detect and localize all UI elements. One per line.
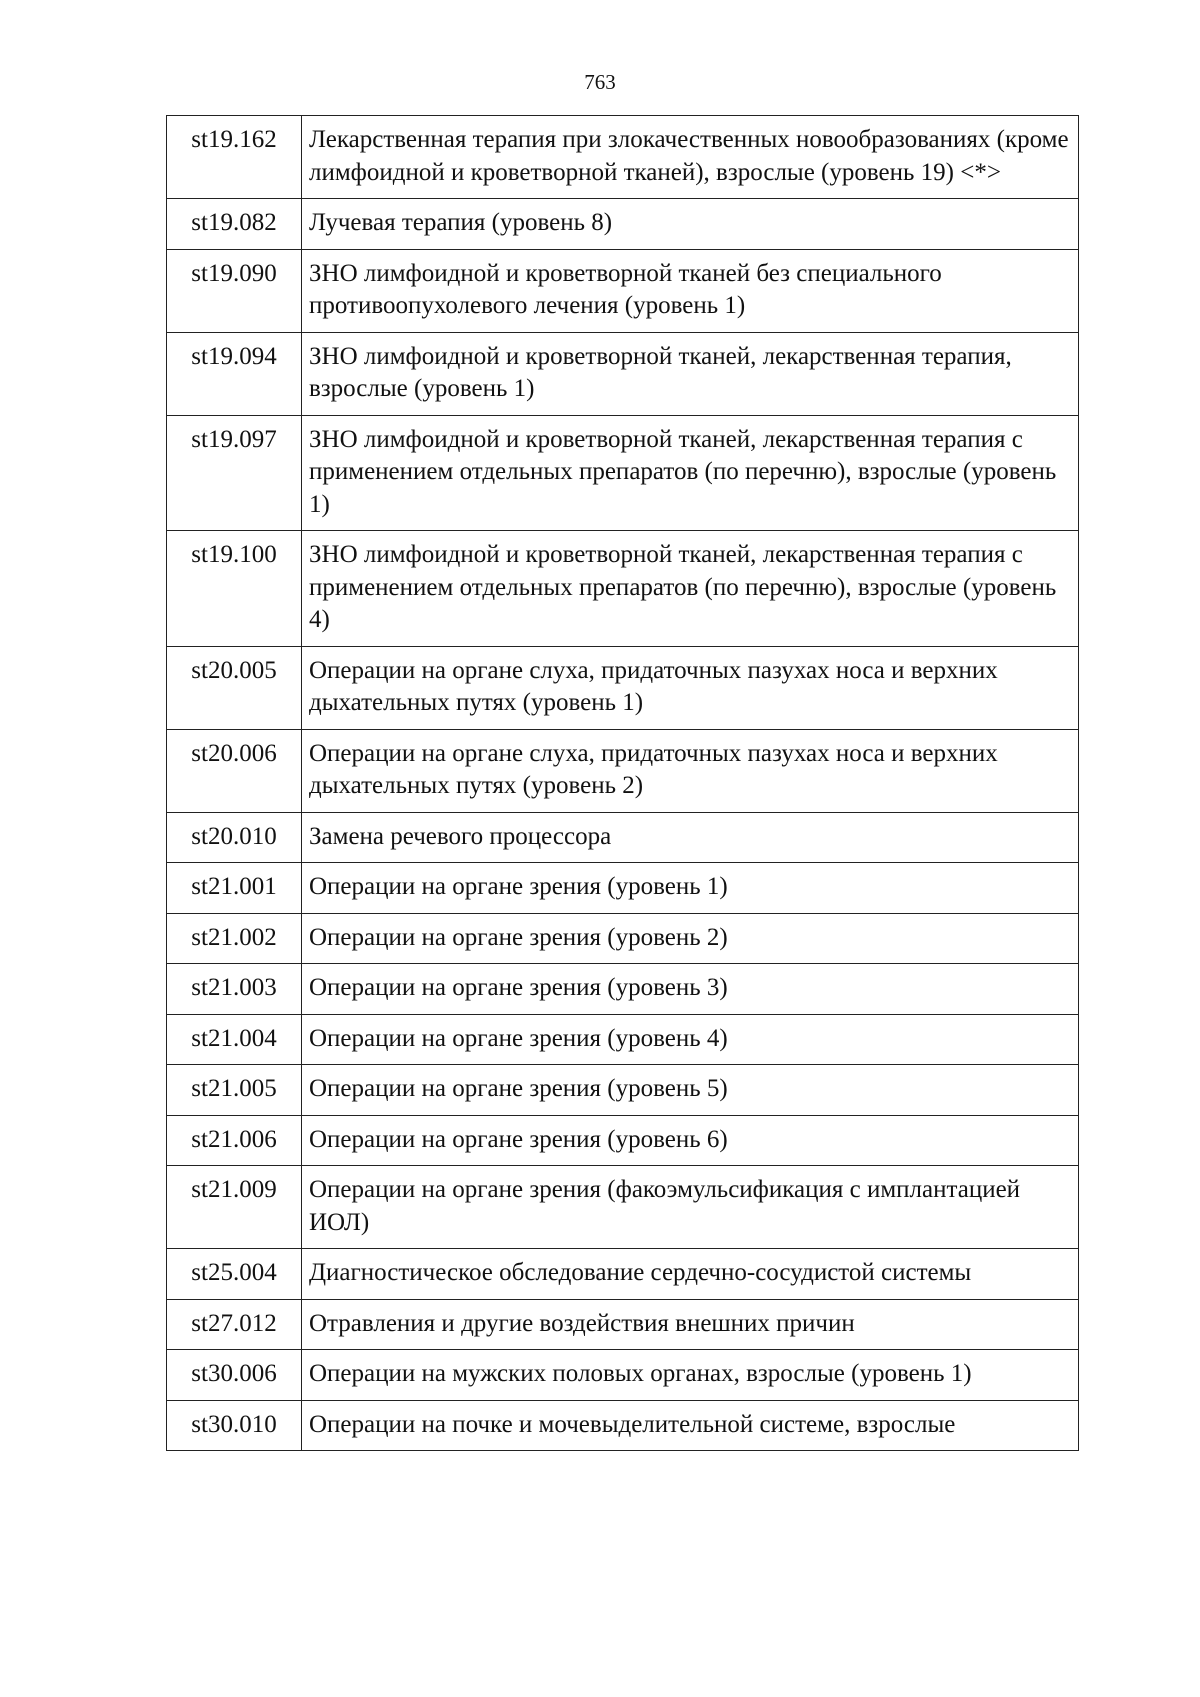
row-description: Операции на органе слуха, придаточных пазухах носа и верхних дыхательных путях (уровень 2) (302, 729, 1079, 812)
table-row (167, 415, 1079, 531)
table-row (167, 1115, 1079, 1166)
row-description: Операции на мужских половых органах, взрослые (уровень 1) (302, 1350, 1079, 1401)
row-code: st21.002 (167, 913, 302, 964)
table-row (167, 729, 1079, 812)
table-row (167, 1299, 1079, 1350)
table-row (167, 249, 1079, 332)
row-code: st30.010 (167, 1400, 302, 1451)
table-row (167, 199, 1079, 250)
row-description: Операции на органе зрения (уровень 3) (302, 964, 1079, 1015)
row-code: st27.012 (167, 1299, 302, 1350)
row-code: st25.004 (167, 1249, 302, 1300)
row-description: ЗНО лимфоидной и кроветворной тканей без специального противоопухолевого лечения (уровень 1) (302, 249, 1079, 332)
row-description: Диагностическое обследование сердечно-сосудистой системы (302, 1249, 1079, 1300)
row-description: Операции на органе зрения (уровень 6) (302, 1115, 1079, 1166)
row-description: Операции на органе зрения (факоэмульсификация с имплантацией ИОЛ) (302, 1166, 1079, 1249)
table-row (167, 531, 1079, 647)
row-code: st19.094 (167, 332, 302, 415)
row-description: Операции на органе зрения (уровень 4) (302, 1014, 1079, 1065)
table-row (167, 1166, 1079, 1249)
row-description: Отравления и другие воздействия внешних причин (302, 1299, 1079, 1350)
table-row (167, 116, 1079, 199)
row-description: ЗНО лимфоидной и кроветворной тканей, лекарственная терапия, взрослые (уровень 1) (302, 332, 1079, 415)
page-number: 763 (584, 70, 616, 94)
row-code: st21.005 (167, 1065, 302, 1116)
table-row (167, 1014, 1079, 1065)
row-code: st19.097 (167, 415, 302, 531)
row-description: Операции на органе зрения (уровень 2) (302, 913, 1079, 964)
row-code: st19.100 (167, 531, 302, 647)
table-row (167, 1350, 1079, 1401)
row-code: st21.004 (167, 1014, 302, 1065)
code-table (166, 115, 1079, 1451)
table-row (167, 863, 1079, 914)
table-row (167, 964, 1079, 1015)
row-description: ЗНО лимфоидной и кроветворной тканей, лекарственная терапия с применением отдельных препаратов (по перечню), взрослые (уровень 4) (302, 531, 1079, 647)
row-description: Лучевая терапия (уровень 8) (302, 199, 1079, 250)
table-row (167, 913, 1079, 964)
row-code: st19.090 (167, 249, 302, 332)
table-row (167, 646, 1079, 729)
row-description: Замена речевого процессора (302, 812, 1079, 863)
row-code: st20.010 (167, 812, 302, 863)
row-code: st19.162 (167, 116, 302, 199)
table-row (167, 332, 1079, 415)
row-code: st30.006 (167, 1350, 302, 1401)
table-row (167, 1249, 1079, 1300)
row-code: st21.009 (167, 1166, 302, 1249)
row-description: Лекарственная терапия при злокачественных новообразованиях (кроме лимфоидной и кроветворной тканей), взрослые (уровень 19) <*> (302, 116, 1079, 199)
row-description: Операции на органе зрения (уровень 1) (302, 863, 1079, 914)
row-description: Операции на органе зрения (уровень 5) (302, 1065, 1079, 1116)
row-code: st19.082 (167, 199, 302, 250)
row-code: st21.001 (167, 863, 302, 914)
row-code: st20.005 (167, 646, 302, 729)
table-row (167, 1065, 1079, 1116)
code-table-body (167, 116, 1079, 1451)
row-code: st21.006 (167, 1115, 302, 1166)
table-row (167, 812, 1079, 863)
row-description: Операции на органе слуха, придаточных пазухах носа и верхних дыхательных путях (уровень 1) (302, 646, 1079, 729)
row-description: Операции на почке и мочевыделительной системе, взрослые (302, 1400, 1079, 1451)
row-description: ЗНО лимфоидной и кроветворной тканей, лекарственная терапия с применением отдельных препаратов (по перечню), взрослые (уровень 1) (302, 415, 1079, 531)
row-code: st20.006 (167, 729, 302, 812)
table-row (167, 1400, 1079, 1451)
row-code: st21.003 (167, 964, 302, 1015)
